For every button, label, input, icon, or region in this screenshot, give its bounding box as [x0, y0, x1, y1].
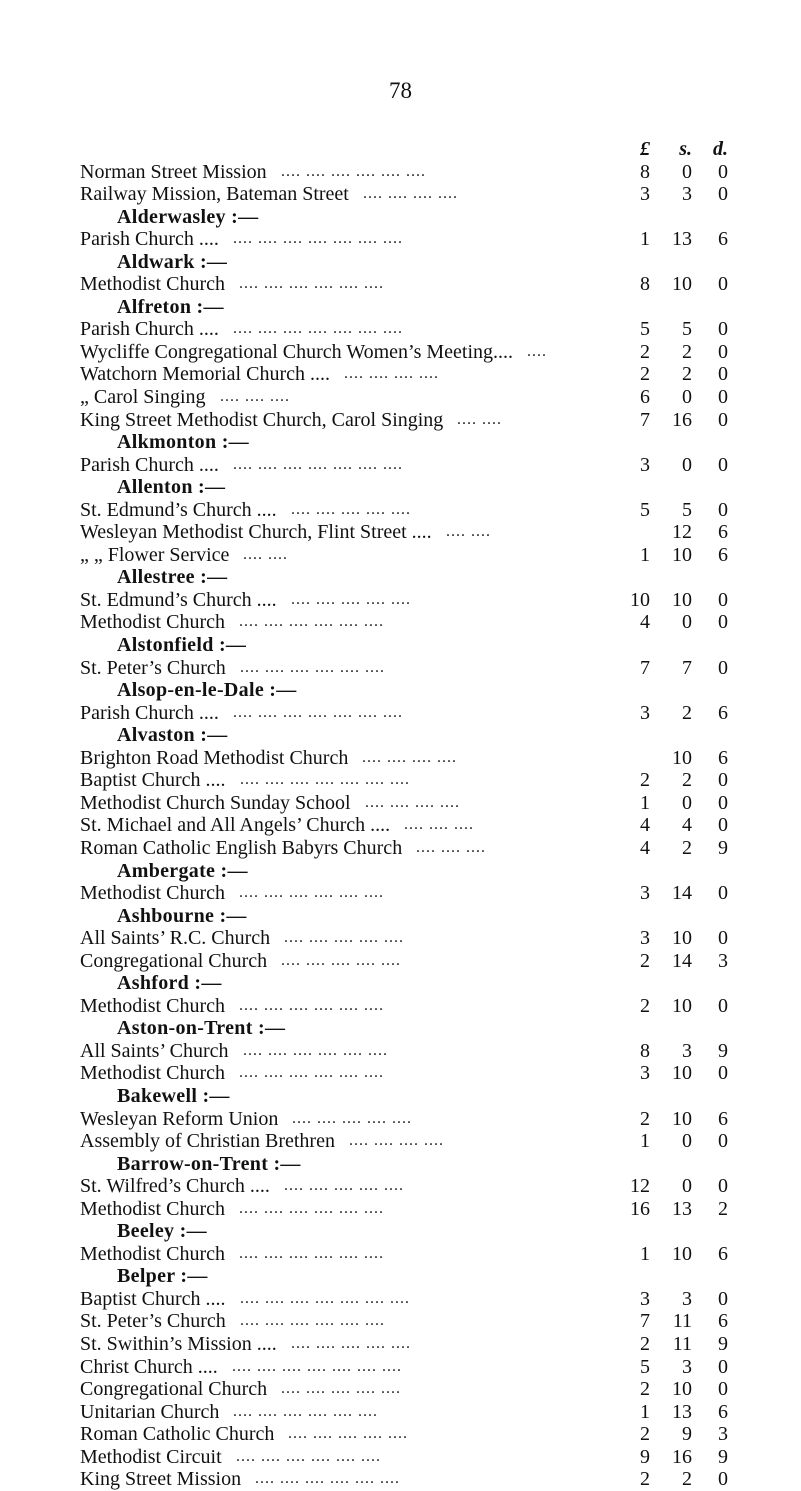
- leader-dots: .... .... .... .... .... ....: [239, 1199, 384, 1217]
- church-name: King Street Mission: [80, 1468, 242, 1491]
- pounds-value: 2: [640, 1332, 650, 1355]
- pence-value: 0: [718, 1355, 728, 1378]
- list-item: [80, 228, 740, 251]
- leader-dots: .... .... .... .... .... ....: [236, 1447, 381, 1465]
- place-heading: [80, 972, 740, 995]
- church-name: St. Edmund’s Church ....: [80, 588, 277, 611]
- pounds-value: 10: [630, 588, 650, 611]
- shillings-value: 3: [682, 183, 692, 206]
- church-name: „ Carol Singing: [80, 386, 206, 409]
- shillings-value: 10: [672, 1242, 692, 1265]
- pence-value: 9: [718, 1332, 728, 1355]
- list-item: [80, 1243, 740, 1266]
- leader-dots: .... ....: [457, 410, 502, 428]
- church-name: Brighton Road Methodist Church: [80, 746, 349, 769]
- pence-value: 0: [718, 769, 728, 792]
- pence-value: 0: [718, 882, 728, 905]
- place-heading: [80, 679, 740, 702]
- pence-value: 0: [718, 453, 728, 476]
- shillings-value: 3: [682, 1039, 692, 1062]
- pounds-value: 8: [640, 1039, 650, 1062]
- pence-value: 0: [718, 363, 728, 386]
- pence-value: 0: [718, 588, 728, 611]
- shillings-value: 10: [672, 1378, 692, 1401]
- shillings-value: 12: [672, 521, 692, 544]
- leader-dots: .... .... .... .... ....: [281, 1380, 401, 1398]
- place-heading: [80, 566, 740, 589]
- pounds-value: 4: [640, 814, 650, 837]
- pounds-value: 1: [640, 791, 650, 814]
- pounds-value: 1: [640, 1400, 650, 1423]
- pounds-value: 3: [640, 183, 650, 206]
- place-name: Alstonfield :—: [117, 634, 247, 657]
- church-name: „ „ Flower Service: [80, 543, 230, 566]
- list-item: [80, 1401, 740, 1424]
- shillings-value: 2: [682, 340, 692, 363]
- leader-dots: .... .... .... .... ....: [281, 951, 401, 969]
- leader-dots: .... .... .... .... ....: [284, 1177, 404, 1195]
- list-item: [80, 318, 740, 341]
- pounds-value: 6: [640, 386, 650, 409]
- shillings-value: 2: [682, 363, 692, 386]
- pounds-value: 7: [640, 1310, 650, 1333]
- leader-dots: .... .... .... .... .... .... ....: [240, 1289, 410, 1307]
- pounds-value: 1: [640, 228, 650, 251]
- leader-dots: .... .... .... .... .... ....: [239, 1244, 384, 1262]
- church-name: All Saints’ Church: [80, 1039, 229, 1062]
- list-item: [80, 792, 740, 815]
- leader-dots: .... .... .... .... ....: [288, 1425, 408, 1443]
- shillings-value: 0: [682, 160, 692, 183]
- place-heading: [80, 724, 740, 747]
- place-name: Bakewell :—: [117, 1084, 230, 1107]
- place-name: Alfreton :—: [117, 295, 224, 318]
- church-name: Norman Street Mission: [80, 160, 267, 183]
- church-name: Methodist Church Sunday School: [80, 791, 351, 814]
- pounds-value: 2: [640, 363, 650, 386]
- church-name: Methodist Church: [80, 994, 225, 1017]
- place-name: Ashbourne :—: [117, 904, 247, 927]
- church-name: St. Edmund’s Church ....: [80, 498, 277, 521]
- pence-value: 0: [718, 1287, 728, 1310]
- church-name: St. Peter’s Church: [80, 1310, 226, 1333]
- shillings-value: 16: [672, 408, 692, 431]
- leader-dots: .... .... .... .... .... ....: [240, 1312, 385, 1330]
- list-item: [80, 273, 740, 296]
- pence-header: d.: [713, 138, 728, 160]
- pounds-value: 12: [630, 1175, 650, 1198]
- church-name: Baptist Church ....: [80, 769, 226, 792]
- church-name: All Saints’ R.C. Church: [80, 927, 271, 950]
- leader-dots: .... .... .... .... ....: [291, 590, 411, 608]
- shillings-value: 2: [682, 701, 692, 724]
- place-name: Alsop-en-le-Dale :—: [117, 679, 297, 702]
- list-item: [80, 161, 740, 184]
- shillings-value: 0: [682, 1175, 692, 1198]
- leader-dots: .... ....: [243, 545, 288, 563]
- church-name: Baptist Church ....: [80, 1287, 226, 1310]
- church-name: Roman Catholic English Babyrs Church: [80, 836, 403, 859]
- list-item: [80, 499, 740, 522]
- list-item: [80, 544, 740, 567]
- list-item: [80, 386, 740, 409]
- place-name: Barrow-on-Trent :—: [117, 1152, 301, 1175]
- church-name: Methodist Church: [80, 1062, 225, 1085]
- pence-value: 2: [718, 1197, 728, 1220]
- pence-value: 0: [718, 273, 728, 296]
- pounds-value: 2: [640, 949, 650, 972]
- pounds-value: 3: [640, 1062, 650, 1085]
- church-name: Wesleyan Methodist Church, Flint Street ....: [80, 521, 432, 544]
- pence-value: 0: [718, 1175, 728, 1198]
- place-heading: [80, 1265, 740, 1288]
- leader-dots: .... .... .... .... .... .... ....: [240, 771, 410, 789]
- pounds-value: 8: [640, 160, 650, 183]
- church-name: Methodist Church: [80, 882, 225, 905]
- shillings-value: 2: [682, 836, 692, 859]
- pounds-value: 2: [640, 1468, 650, 1491]
- list-item: [80, 1198, 740, 1221]
- shillings-value: 10: [672, 1107, 692, 1130]
- list-item: [80, 747, 740, 770]
- place-name: Ambergate :—: [117, 859, 248, 882]
- list-item: [80, 521, 740, 544]
- leader-dots: .... .... .... .... ....: [292, 1109, 412, 1127]
- pence-value: 6: [718, 701, 728, 724]
- list-item: [80, 950, 740, 973]
- leader-dots: .... .... .... .... .... ....: [281, 162, 426, 180]
- place-heading: [80, 634, 740, 657]
- place-name: Alvaston :—: [117, 724, 228, 747]
- leader-dots: .... .... .... .... .... ....: [233, 1402, 378, 1420]
- shillings-value: 11: [672, 1310, 692, 1333]
- leader-dots: .... .... .... .... .... ....: [239, 996, 384, 1014]
- church-name: Parish Church ....: [80, 701, 219, 724]
- list-item: [80, 882, 740, 905]
- pence-value: 6: [718, 746, 728, 769]
- leader-dots: .... .... .... .... .... ....: [240, 658, 385, 676]
- list-item: [80, 1333, 740, 1356]
- shillings-value: 7: [682, 656, 692, 679]
- place-name: Aldwark :—: [117, 250, 228, 273]
- place-heading: [80, 860, 740, 883]
- list-item: [80, 814, 740, 837]
- pence-value: 0: [718, 1130, 728, 1153]
- shillings-value: 9: [682, 1423, 692, 1446]
- pounds-value: 3: [640, 927, 650, 950]
- list-item: [80, 454, 740, 477]
- pounds-value: 2: [640, 340, 650, 363]
- place-name: Allenton :—: [117, 476, 226, 499]
- pence-value: 0: [718, 160, 728, 183]
- pounds-value: 7: [640, 656, 650, 679]
- shillings-value: 13: [672, 1400, 692, 1423]
- leader-dots: .... .... .... .... .... .... ....: [233, 230, 403, 248]
- pounds-value: 9: [640, 1445, 650, 1468]
- place-heading: [80, 1220, 740, 1243]
- pence-value: 0: [718, 611, 728, 634]
- list-item: [80, 1108, 740, 1131]
- list-item: [80, 702, 740, 725]
- pence-value: 3: [718, 1423, 728, 1446]
- pence-value: 9: [718, 1039, 728, 1062]
- list-item: [80, 1062, 740, 1085]
- pence-value: 9: [718, 836, 728, 859]
- shillings-value: 3: [682, 1287, 692, 1310]
- pence-value: 0: [718, 814, 728, 837]
- place-name: Beeley :—: [117, 1220, 207, 1243]
- pence-value: 0: [718, 498, 728, 521]
- pounds-value: 5: [640, 1355, 650, 1378]
- pence-value: 9: [718, 1445, 728, 1468]
- leader-dots: .... .... .... ....: [363, 185, 458, 203]
- list-item: [80, 1310, 740, 1333]
- shillings-value: 4: [682, 814, 692, 837]
- shillings-value: 10: [672, 588, 692, 611]
- pence-value: 0: [718, 183, 728, 206]
- pence-value: 0: [718, 1468, 728, 1491]
- church-name: Watchorn Memorial Church ....: [80, 363, 330, 386]
- leader-dots: .... .... .... .... .... ....: [239, 884, 384, 902]
- pounds-value: 3: [640, 453, 650, 476]
- pence-value: 6: [718, 228, 728, 251]
- leader-dots: .... .... .... .... .... ....: [243, 1041, 388, 1059]
- pence-value: 3: [718, 949, 728, 972]
- church-name: Unitarian Church: [80, 1400, 220, 1423]
- pounds-value: 5: [640, 498, 650, 521]
- shillings-value: 5: [682, 318, 692, 341]
- place-heading: [80, 206, 740, 229]
- leader-dots: .... .... .... ....: [365, 793, 460, 811]
- place-heading: [80, 1017, 740, 1040]
- leader-dots: .... .... .... ....: [344, 365, 439, 383]
- pence-value: 0: [718, 1062, 728, 1085]
- shillings-value: 0: [682, 611, 692, 634]
- church-name: Assembly of Christian Brethren: [80, 1130, 335, 1153]
- shillings-value: 5: [682, 498, 692, 521]
- pounds-value: 1: [640, 1130, 650, 1153]
- church-name: Congregational Church: [80, 1378, 268, 1401]
- leader-dots: .... .... .... .... .... .... ....: [233, 703, 403, 721]
- place-heading: [80, 476, 740, 499]
- list-item: [80, 1175, 740, 1198]
- pence-value: 6: [718, 1310, 728, 1333]
- church-name: Methodist Church: [80, 1197, 225, 1220]
- church-name: Wycliffe Congregational Church Women’s Meeting....: [80, 340, 514, 363]
- list-item: [80, 363, 740, 386]
- shillings-value: 13: [672, 1197, 692, 1220]
- church-name: Methodist Circuit: [80, 1445, 222, 1468]
- pence-value: 6: [718, 543, 728, 566]
- shillings-value: 14: [672, 882, 692, 905]
- pence-value: 6: [718, 1242, 728, 1265]
- shillings-value: 3: [682, 1355, 692, 1378]
- church-name: Roman Catholic Church: [80, 1423, 275, 1446]
- pounds-header: £: [640, 138, 650, 160]
- page-number: 78: [389, 78, 412, 103]
- church-name: St. Wilfred’s Church ....: [80, 1175, 270, 1198]
- place-heading: [80, 431, 740, 454]
- leader-dots: .... .... .... ....: [349, 1132, 444, 1150]
- place-name: Allestree :—: [117, 566, 228, 589]
- leader-dots: ....: [527, 342, 547, 360]
- pounds-value: 4: [640, 611, 650, 634]
- church-name: Parish Church ....: [80, 228, 219, 251]
- pounds-value: 5: [640, 318, 650, 341]
- place-heading: [80, 296, 740, 319]
- church-name: Methodist Church: [80, 1242, 225, 1265]
- place-name: Ashford :—: [117, 972, 222, 995]
- pounds-value: 2: [640, 994, 650, 1017]
- leader-dots: .... .... .... .... ....: [291, 500, 411, 518]
- church-name: Methodist Church: [80, 273, 225, 296]
- church-name: Railway Mission, Bateman Street: [80, 183, 349, 206]
- pence-value: 0: [718, 927, 728, 950]
- pounds-value: 16: [630, 1197, 650, 1220]
- pounds-value: 1: [640, 543, 650, 566]
- pounds-value: 3: [640, 882, 650, 905]
- pence-value: 6: [718, 1107, 728, 1130]
- shillings-value: 10: [672, 927, 692, 950]
- place-name: Alderwasley :—: [117, 205, 259, 228]
- shillings-value: 10: [672, 273, 692, 296]
- church-name: Christ Church ....: [80, 1355, 218, 1378]
- place-name: Aston-on-Trent :—: [117, 1017, 286, 1040]
- pence-value: 0: [718, 791, 728, 814]
- leader-dots: .... .... ....: [220, 388, 290, 406]
- list-item: [80, 589, 740, 612]
- leader-dots: .... .... .... .... .... .... ....: [233, 320, 403, 338]
- list-item: [80, 1288, 740, 1311]
- pounds-value: 2: [640, 1107, 650, 1130]
- list-item: [80, 341, 740, 364]
- leader-dots: .... ....: [446, 523, 491, 541]
- list-item: [80, 1446, 740, 1469]
- list-item: [80, 1468, 740, 1491]
- pence-value: 0: [718, 656, 728, 679]
- shillings-value: 0: [682, 386, 692, 409]
- church-name: St. Peter’s Church: [80, 656, 226, 679]
- list-item: [80, 183, 740, 206]
- list-item: [80, 409, 740, 432]
- leader-dots: .... .... ....: [416, 838, 486, 856]
- church-name: Parish Church ....: [80, 318, 219, 341]
- leader-dots: .... .... .... ....: [362, 748, 457, 766]
- leader-dots: .... .... .... .... .... ....: [255, 1470, 400, 1488]
- church-name: Methodist Church: [80, 611, 225, 634]
- church-name: Congregational Church: [80, 949, 268, 972]
- place-heading: [80, 1153, 740, 1176]
- pounds-value: 3: [640, 701, 650, 724]
- list-item: [80, 657, 740, 680]
- list-item: [80, 927, 740, 950]
- shillings-value: 10: [672, 543, 692, 566]
- pounds-value: 3: [640, 1287, 650, 1310]
- list-item: [80, 1378, 740, 1401]
- list-item: [80, 1423, 740, 1446]
- place-name: Belper :—: [117, 1265, 208, 1288]
- leader-dots: .... .... .... .... .... ....: [239, 275, 384, 293]
- church-name: Wesleyan Reform Union: [80, 1107, 279, 1130]
- list-item: [80, 1130, 740, 1153]
- church-name: King Street Methodist Church, Carol Singing: [80, 408, 444, 431]
- leader-dots: .... .... .... .... ....: [291, 1334, 411, 1352]
- shillings-value: 0: [682, 1130, 692, 1153]
- pence-value: 0: [718, 1378, 728, 1401]
- leader-dots: .... .... ....: [404, 816, 474, 834]
- leader-dots: .... .... .... .... .... .... ....: [232, 1357, 402, 1375]
- shillings-value: 13: [672, 228, 692, 251]
- church-name: St. Michael and All Angels’ Church ....: [80, 814, 391, 837]
- list-item: [80, 1040, 740, 1063]
- list-item: [80, 769, 740, 792]
- place-heading: [80, 905, 740, 928]
- pounds-value: 2: [640, 769, 650, 792]
- pounds-value: 1: [640, 1242, 650, 1265]
- pence-value: 0: [718, 408, 728, 431]
- leader-dots: .... .... .... .... .... .... ....: [233, 455, 403, 473]
- pence-value: 6: [718, 1400, 728, 1423]
- shillings-value: 0: [682, 453, 692, 476]
- list-item: [80, 837, 740, 860]
- pence-value: 0: [718, 994, 728, 1017]
- shillings-value: 10: [672, 994, 692, 1017]
- donation-list: [80, 138, 740, 1491]
- pounds-value: 7: [640, 408, 650, 431]
- pence-value: 0: [718, 386, 728, 409]
- shillings-value: 10: [672, 1062, 692, 1085]
- shillings-value: 16: [672, 1445, 692, 1468]
- shillings-value: 2: [682, 1468, 692, 1491]
- list-item: [80, 611, 740, 634]
- pounds-value: 8: [640, 273, 650, 296]
- pounds-value: 2: [640, 1423, 650, 1446]
- pence-value: 0: [718, 318, 728, 341]
- church-name: Parish Church ....: [80, 453, 219, 476]
- list-item: [80, 995, 740, 1018]
- leader-dots: .... .... .... .... ....: [284, 929, 404, 947]
- currency-header-row: [80, 138, 740, 161]
- leader-dots: .... .... .... .... .... ....: [239, 613, 384, 631]
- shillings-value: 14: [672, 949, 692, 972]
- shillings-value: 10: [672, 746, 692, 769]
- pounds-value: 2: [640, 1378, 650, 1401]
- shillings-value: 0: [682, 791, 692, 814]
- pounds-value: 4: [640, 836, 650, 859]
- pence-value: 6: [718, 521, 728, 544]
- place-heading: [80, 1085, 740, 1108]
- pence-value: 0: [718, 340, 728, 363]
- place-name: Alkmonton :—: [117, 431, 249, 454]
- shillings-value: 11: [672, 1332, 692, 1355]
- shillings-value: 2: [682, 769, 692, 792]
- place-heading: [80, 251, 740, 274]
- church-name: St. Swithin’s Mission ....: [80, 1332, 277, 1355]
- shillings-header: s.: [679, 138, 692, 160]
- leader-dots: .... .... .... .... .... ....: [239, 1064, 384, 1082]
